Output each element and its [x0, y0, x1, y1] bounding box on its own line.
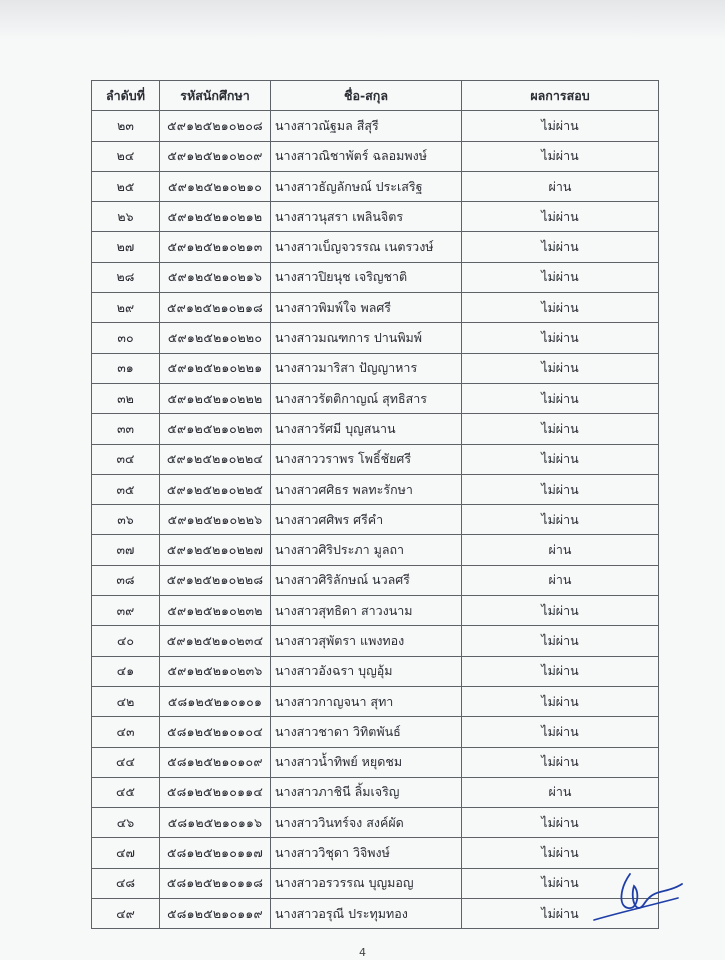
table-row: [92, 171, 659, 201]
cell-sequence: ๒๓: [92, 111, 160, 141]
page-top-shadow: [0, 0, 725, 40]
table-row: [92, 838, 659, 868]
cell-sequence: ๔๙: [92, 899, 160, 929]
cell-exam-result: ไม่ผ่าน: [462, 202, 659, 232]
cell-full-name: นางสาวพิมพ์ใจ พลศรี: [271, 293, 462, 323]
cell-full-name: นางสาววิชุดา วิจิพงษ์: [271, 838, 462, 868]
cell-sequence: ๓๒: [92, 383, 160, 413]
cell-full-name: นางสาวณัฐมล สีสุรี: [271, 111, 462, 141]
cell-exam-result: ไม่ผ่าน: [462, 656, 659, 686]
header-sequence: ลำดับที่: [92, 81, 160, 111]
table-row: [92, 565, 659, 595]
header-exam-result: ผลการสอบ: [462, 81, 659, 111]
cell-exam-result: ไม่ผ่าน: [462, 717, 659, 747]
cell-exam-result: ไม่ผ่าน: [462, 383, 659, 413]
cell-student-id: ๕๙๑๒๕๒๑๐๒๒๐: [160, 323, 271, 353]
table-row: [92, 383, 659, 413]
table-row: [92, 747, 659, 777]
cell-full-name: นางสาวมณฑการ ปานพิมพ์: [271, 323, 462, 353]
table-header-row: [92, 81, 659, 111]
cell-sequence: ๒๗: [92, 232, 160, 262]
cell-full-name: นางสาวศศิพร ศรีคำ: [271, 505, 462, 535]
cell-student-id: ๕๙๑๒๕๒๑๐๒๒๗: [160, 535, 271, 565]
cell-student-id: ๕๙๑๒๕๒๑๐๒๑๓: [160, 232, 271, 262]
cell-sequence: ๓๕: [92, 474, 160, 504]
cell-full-name: นางสาวชาดา วิทิตพันธ์: [271, 717, 462, 747]
cell-exam-result: ไม่ผ่าน: [462, 353, 659, 383]
cell-exam-result: ไม่ผ่าน: [462, 626, 659, 656]
cell-student-id: ๕๙๑๒๕๒๑๐๒๑๖: [160, 262, 271, 292]
cell-exam-result: ไม่ผ่าน: [462, 868, 659, 898]
cell-exam-result: ไม่ผ่าน: [462, 444, 659, 474]
cell-sequence: ๓๓: [92, 414, 160, 444]
cell-student-id: ๕๙๑๒๕๒๑๐๒๒๔: [160, 444, 271, 474]
exam-results-table: [91, 80, 659, 929]
table-row: [92, 868, 659, 898]
cell-exam-result: ไม่ผ่าน: [462, 505, 659, 535]
table-row: [92, 505, 659, 535]
cell-full-name: นางสาวรัศมี บุญสนาน: [271, 414, 462, 444]
cell-full-name: นางสาวสุพัตรา แพงทอง: [271, 626, 462, 656]
cell-exam-result: ผ่าน: [462, 535, 659, 565]
cell-full-name: นางสาวกาญจนา สุทา: [271, 686, 462, 716]
cell-full-name: นางสาวศิริประภา มูลถา: [271, 535, 462, 565]
cell-student-id: ๕๙๑๒๕๒๑๐๒๑๐: [160, 171, 271, 201]
cell-full-name: นางสาววราพร โพธิ์ชัยศรี: [271, 444, 462, 474]
cell-full-name: นางสาวนุสรา เพลินจิตร: [271, 202, 462, 232]
cell-sequence: ๔๑: [92, 656, 160, 686]
cell-exam-result: ผ่าน: [462, 565, 659, 595]
cell-student-id: ๕๙๑๒๕๒๑๐๒๓๖: [160, 656, 271, 686]
cell-exam-result: ไม่ผ่าน: [462, 899, 659, 929]
cell-full-name: นางสาวน้ำทิพย์ หยุดชม: [271, 747, 462, 777]
cell-exam-result: ไม่ผ่าน: [462, 232, 659, 262]
cell-exam-result: ไม่ผ่าน: [462, 262, 659, 292]
cell-student-id: ๕๙๑๒๕๒๑๐๒๒๑: [160, 353, 271, 383]
cell-student-id: ๕๙๑๒๕๒๑๐๒๒๘: [160, 565, 271, 595]
table-row: [92, 808, 659, 838]
cell-exam-result: ไม่ผ่าน: [462, 747, 659, 777]
cell-full-name: นางสาวอังฉรา บุญอุ้ม: [271, 656, 462, 686]
cell-exam-result: ไม่ผ่าน: [462, 414, 659, 444]
cell-sequence: ๒๖: [92, 202, 160, 232]
cell-sequence: ๔๗: [92, 838, 160, 868]
table-row: [92, 111, 659, 141]
cell-sequence: ๔๒: [92, 686, 160, 716]
table-row: [92, 353, 659, 383]
table-row: [92, 596, 659, 626]
cell-exam-result: ไม่ผ่าน: [462, 141, 659, 171]
table-row: [92, 899, 659, 929]
cell-exam-result: ผ่าน: [462, 777, 659, 807]
cell-full-name: นางสาวมาริสา ปัญญาหาร: [271, 353, 462, 383]
table-row: [92, 777, 659, 807]
table-row: [92, 717, 659, 747]
cell-student-id: ๕๘๑๒๕๒๑๐๑๑๗: [160, 838, 271, 868]
cell-sequence: ๓๙: [92, 596, 160, 626]
cell-exam-result: ไม่ผ่าน: [462, 474, 659, 504]
cell-student-id: ๕๘๑๒๕๒๑๐๑๐๙: [160, 747, 271, 777]
cell-student-id: ๕๘๑๒๕๒๑๐๑๑๖: [160, 808, 271, 838]
cell-sequence: ๒๘: [92, 262, 160, 292]
table-row: [92, 202, 659, 232]
cell-student-id: ๕๘๑๒๕๒๑๐๑๐๔: [160, 717, 271, 747]
signature-mark: [590, 868, 685, 928]
cell-sequence: ๒๔: [92, 141, 160, 171]
cell-sequence: ๔๔: [92, 747, 160, 777]
cell-sequence: ๓๐: [92, 323, 160, 353]
cell-sequence: ๓๘: [92, 565, 160, 595]
cell-exam-result: ไม่ผ่าน: [462, 111, 659, 141]
cell-student-id: ๕๙๑๒๕๒๑๐๒๒๒: [160, 383, 271, 413]
cell-student-id: ๕๙๑๒๕๒๑๐๒๓๒: [160, 596, 271, 626]
cell-exam-result: ไม่ผ่าน: [462, 293, 659, 323]
cell-exam-result: ไม่ผ่าน: [462, 323, 659, 353]
table-row: [92, 323, 659, 353]
cell-exam-result: ผ่าน: [462, 171, 659, 201]
cell-student-id: ๕๙๑๒๕๒๑๐๒๓๔: [160, 626, 271, 656]
cell-full-name: นางสาวศศิธร พลทะรักษา: [271, 474, 462, 504]
table-row: [92, 535, 659, 565]
cell-sequence: ๓๑: [92, 353, 160, 383]
table-row: [92, 262, 659, 292]
cell-full-name: นางสาวณิชาพัตร์ ฉลอมพงษ์: [271, 141, 462, 171]
header-student-id: รหัสนักศึกษา: [160, 81, 271, 111]
cell-exam-result: ไม่ผ่าน: [462, 596, 659, 626]
cell-sequence: ๔๐: [92, 626, 160, 656]
cell-full-name: นางสาวรัตติกาญณ์ สุทธิสาร: [271, 383, 462, 413]
cell-student-id: ๕๘๑๒๕๒๑๐๑๑๔: [160, 777, 271, 807]
cell-full-name: นางสาวศิริลักษณ์ นวลศรี: [271, 565, 462, 595]
cell-full-name: นางสาวอรวรรณ บุญมอญ: [271, 868, 462, 898]
cell-sequence: ๒๕: [92, 171, 160, 201]
cell-student-id: ๕๙๑๒๕๒๑๐๒๐๘: [160, 111, 271, 141]
cell-student-id: ๕๘๑๒๕๒๑๐๑๑๙: [160, 899, 271, 929]
cell-full-name: นางสาวปิยนุช เจริญชาติ: [271, 262, 462, 292]
cell-sequence: ๓๗: [92, 535, 160, 565]
table-row: [92, 414, 659, 444]
table-row: [92, 626, 659, 656]
cell-sequence: ๔๓: [92, 717, 160, 747]
table-row: [92, 474, 659, 504]
cell-sequence: ๔๕: [92, 777, 160, 807]
table-row: [92, 686, 659, 716]
cell-sequence: ๔๘: [92, 868, 160, 898]
cell-student-id: ๕๙๑๒๕๒๑๐๒๑๘: [160, 293, 271, 323]
cell-student-id: ๕๙๑๒๕๒๑๐๒๑๒: [160, 202, 271, 232]
cell-full-name: นางสาวภาชินี ลิ้มเจริญ: [271, 777, 462, 807]
table-row: [92, 293, 659, 323]
cell-sequence: ๒๙: [92, 293, 160, 323]
table-row: [92, 656, 659, 686]
table-body: [92, 111, 659, 929]
cell-student-id: ๕๘๑๒๕๒๑๐๑๑๘: [160, 868, 271, 898]
cell-exam-result: ไม่ผ่าน: [462, 686, 659, 716]
cell-sequence: ๔๖: [92, 808, 160, 838]
table-row: [92, 444, 659, 474]
cell-exam-result: ไม่ผ่าน: [462, 838, 659, 868]
cell-student-id: ๕๙๑๒๕๒๑๐๒๐๙: [160, 141, 271, 171]
table-row: [92, 232, 659, 262]
cell-sequence: ๓๖: [92, 505, 160, 535]
cell-full-name: นางสาวอรุณี ประทุมทอง: [271, 899, 462, 929]
cell-full-name: นางสาวธัญลักษณ์ ประเสริฐ: [271, 171, 462, 201]
cell-student-id: ๕๘๑๒๕๒๑๐๑๐๑: [160, 686, 271, 716]
cell-sequence: ๓๔: [92, 444, 160, 474]
cell-exam-result: ไม่ผ่าน: [462, 808, 659, 838]
cell-full-name: นางสาววินทร์จง สงค์ผัด: [271, 808, 462, 838]
cell-full-name: นางสาวเบ็ญจวรรณ เนตรวงษ์: [271, 232, 462, 262]
header-full-name: ชื่อ-สกุล: [271, 81, 462, 111]
cell-full-name: นางสาวสุทธิดา สาวงนาม: [271, 596, 462, 626]
cell-student-id: ๕๙๑๒๕๒๑๐๒๒๓: [160, 414, 271, 444]
cell-student-id: ๕๙๑๒๕๒๑๐๒๒๖: [160, 505, 271, 535]
page-number: 4: [359, 946, 366, 959]
cell-student-id: ๕๙๑๒๕๒๑๐๒๒๕: [160, 474, 271, 504]
table-row: [92, 141, 659, 171]
